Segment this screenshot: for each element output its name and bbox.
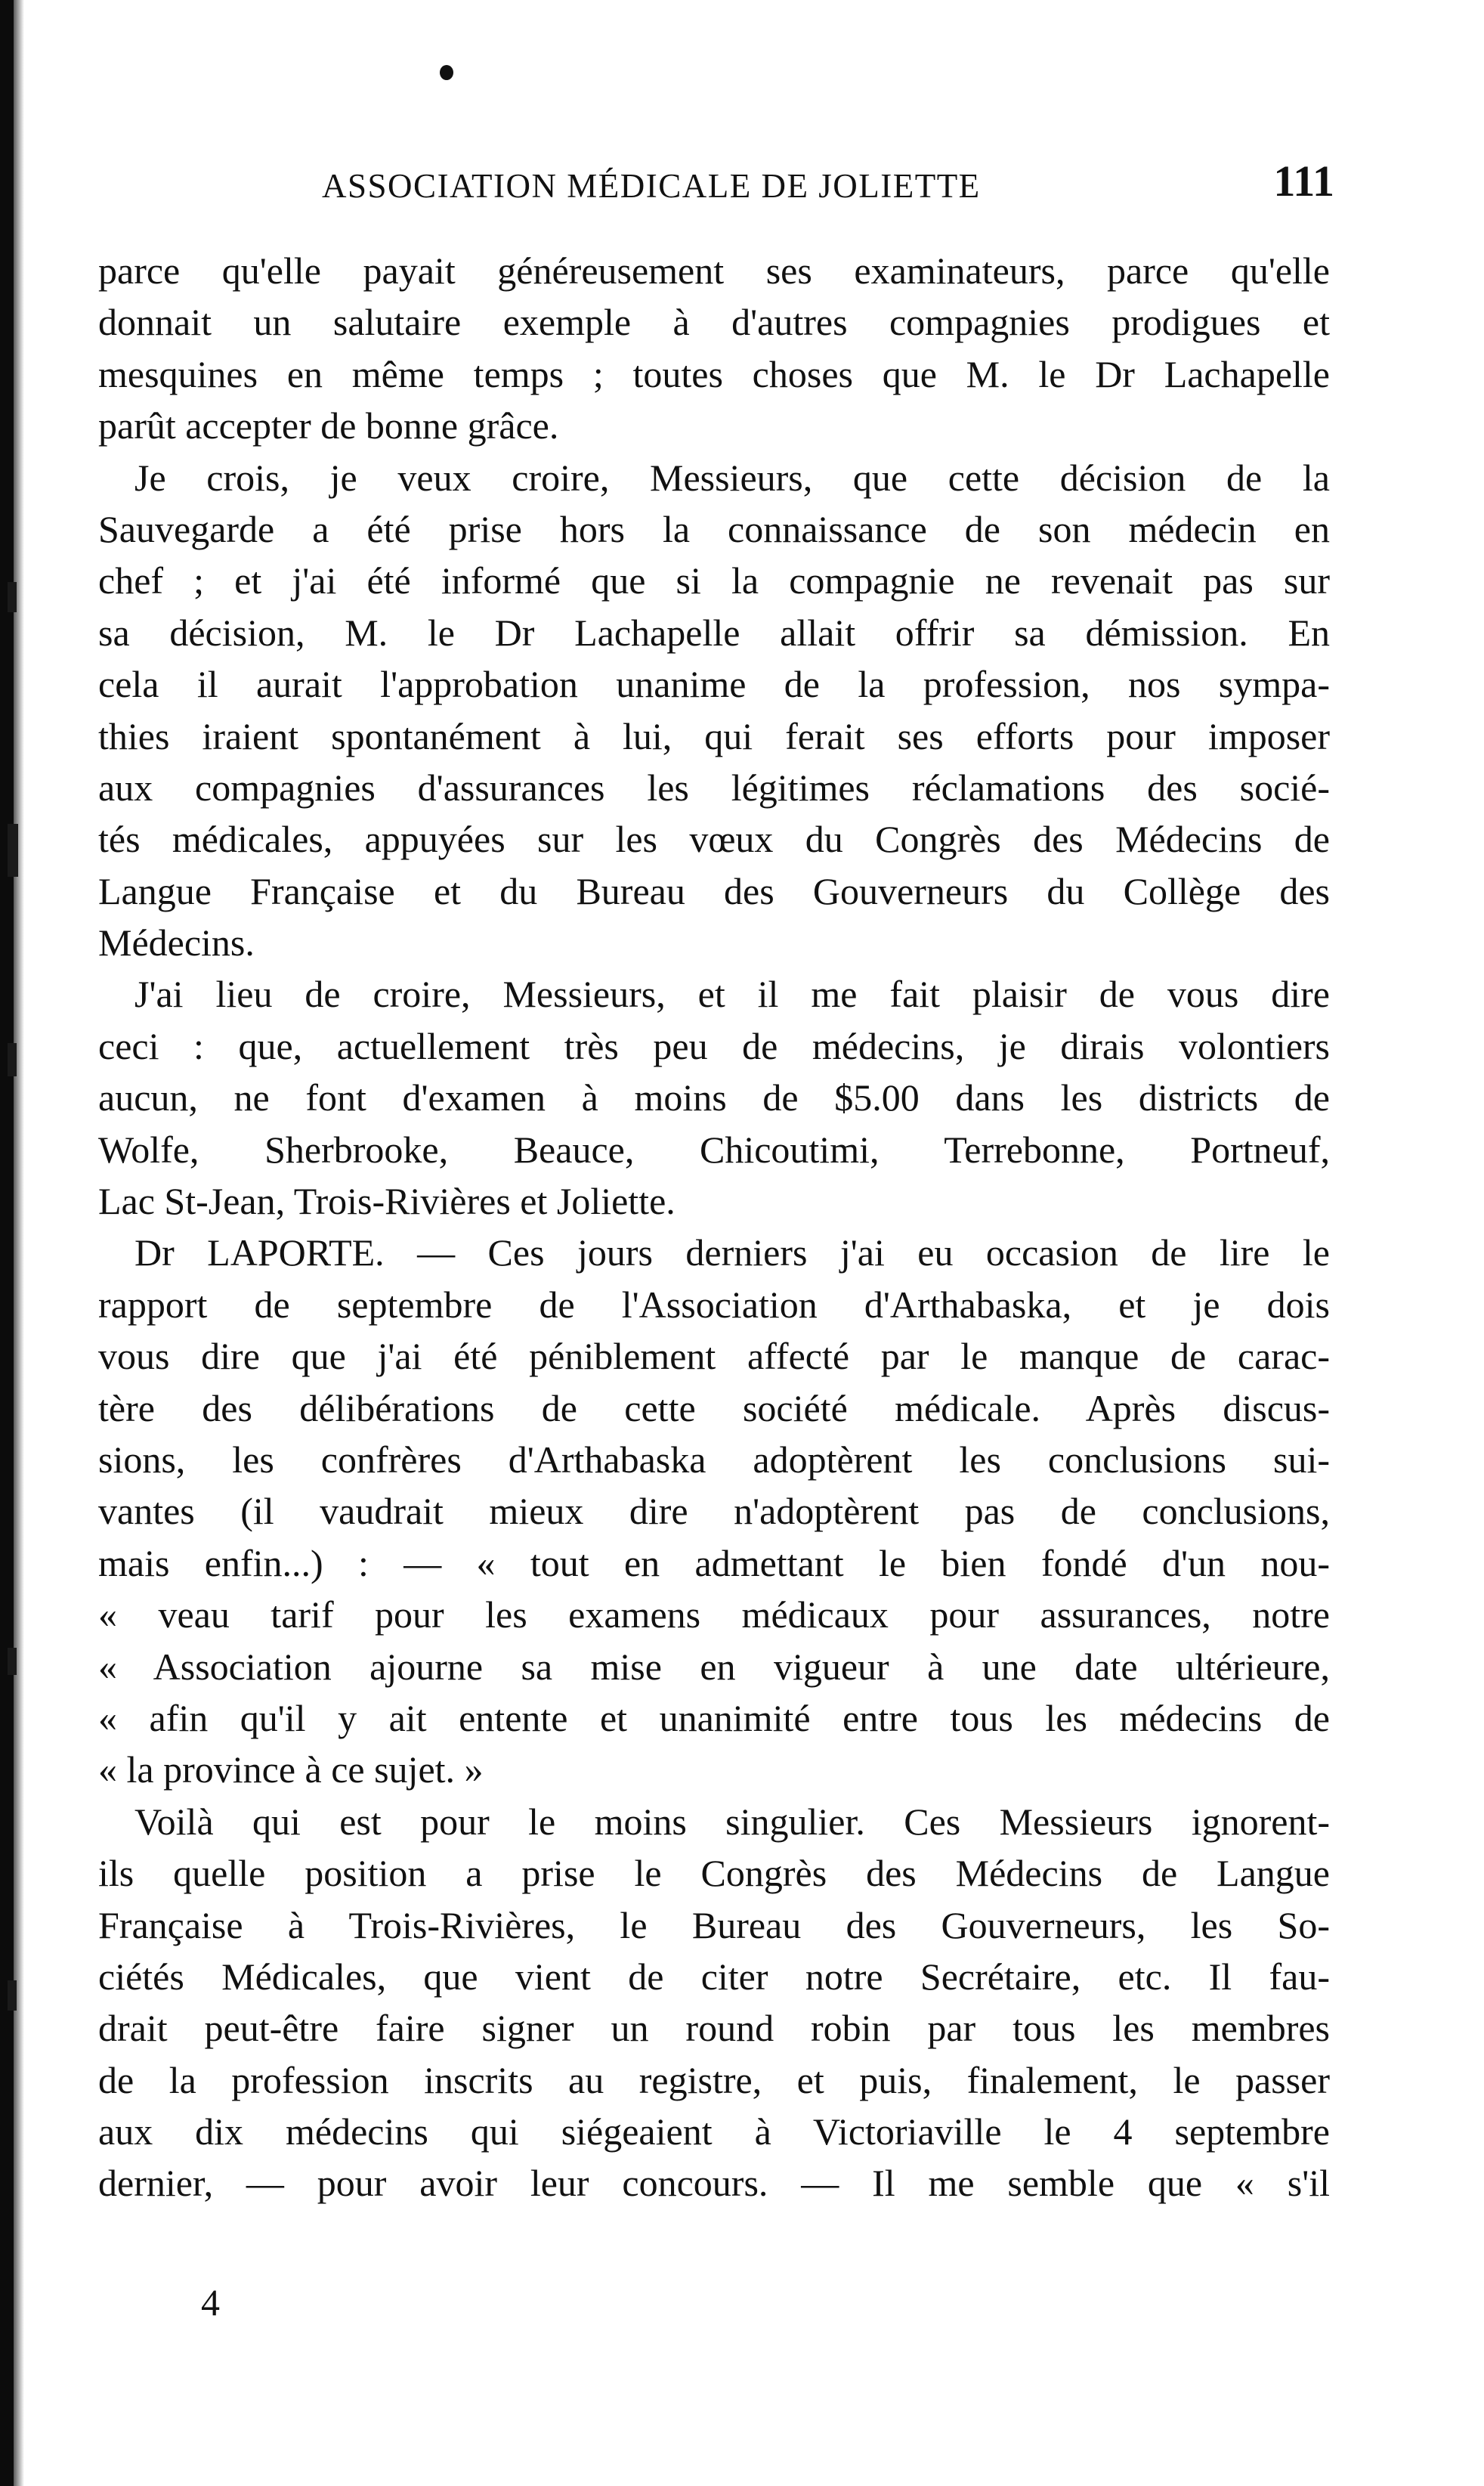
text-line: mais enfin...) : — « tout en admettant le bien fondé d'un nou- (98, 1541, 1330, 1584)
signature-mark: 4 (201, 2281, 220, 2323)
text-line: Je crois, je veux croire, Messieurs, que cette décision de la (134, 456, 1330, 499)
text-line: Sauvegarde a été prise hors la connaissance de son médecin en (98, 507, 1330, 550)
text-line: parût accepter de bonne grâce. (98, 404, 559, 447)
text-line: Lac St-Jean, Trois-Rivières et Joliette. (98, 1180, 676, 1223)
text-line: dernier, — pour avoir leur concours. — Il me semble que « s'il (98, 2162, 1330, 2205)
text-line: drait peut-être faire signer un round robin par tous les membres (98, 2007, 1330, 2050)
text-line: parce qu'elle payait généreusement ses examinateurs, parce qu'elle (98, 249, 1330, 292)
text-line: aux dix médecins qui siégeaient à Victoriaville le 4 septembre (98, 2110, 1330, 2153)
running-title: ASSOCIATION MÉDICALE DE JOLIETTE (322, 167, 981, 205)
body-text (98, 245, 1330, 2209)
text-line: ils quelle position a prise le Congrès des Médecins de Langue (98, 1852, 1330, 1895)
running-head (322, 156, 1334, 209)
text-line: tés médicales, appuyées sur les vœux du Congrès des Médecins de (98, 818, 1330, 861)
ink-dot (440, 65, 453, 80)
text-line: aucun, ne font d'examen à moins de $5.00 dans les districts de (98, 1076, 1330, 1119)
text-line: cela il aurait l'approbation unanime de la profession, nos sympa- (98, 663, 1330, 706)
page-number: 111 (1273, 156, 1334, 206)
text-line: J'ai lieu de croire, Messieurs, et il me fait plaisir de vous dire (134, 973, 1330, 1016)
text-line: tère des délibérations de cette société médicale. Après discus- (98, 1386, 1330, 1429)
binding-edge (0, 0, 14, 2486)
binding-mark (8, 582, 17, 612)
binding-mark (8, 1648, 17, 1675)
text-line: vantes (il vaudrait mieux dire n'adoptèrent pas de conclusions, (98, 1490, 1330, 1533)
text-line: Wolfe, Sherbrooke, Beauce, Chicoutimi, Terrebonne, Portneuf, (98, 1128, 1330, 1171)
text-line: Dr LAPORTE. — Ces jours derniers j'ai eu occasion de lire le (134, 1231, 1330, 1274)
text-line: Voilà qui est pour le moins singulier. Ces Messieurs ignorent- (134, 1800, 1330, 1843)
text-line: Langue Française et du Bureau des Gouverneurs du Collège des (98, 869, 1330, 912)
text-line: sa décision, M. le Dr Lachapelle allait offrir sa démission. En (98, 611, 1330, 654)
text-line: ciétés Médicales, que vient de citer notre Secrétaire, etc. Il fau- (98, 1955, 1330, 1998)
text-line: « veau tarif pour les examens médicaux pour assurances, notre (98, 1593, 1330, 1636)
text-line: sions, les confrères d'Arthabaska adoptèrent les conclusions sui- (98, 1438, 1330, 1481)
binding-mark (8, 1980, 17, 2011)
text-line: « Association ajourne sa mise en vigueur à une date ultérieure, (98, 1645, 1330, 1688)
text-line: chef ; et j'ai été informé que si la compagnie ne revenait pas sur (98, 559, 1330, 602)
text-line: aux compagnies d'assurances les légitimes réclamations des socié- (98, 766, 1330, 809)
text-line: de la profession inscrits au registre, et puis, finalement, le passer (98, 2058, 1330, 2101)
text-line: donnait un salutaire exemple à d'autres compagnies prodigues et (98, 301, 1330, 344)
binding-mark (8, 1043, 17, 1076)
text-line: vous dire que j'ai été péniblement affecté par le manque de carac- (98, 1335, 1330, 1378)
text-line: rapport de septembre de l'Association d'Arthabaska, et je dois (98, 1283, 1330, 1326)
text-line: thies iraient spontanément à lui, qui ferait ses efforts pour imposer (98, 714, 1330, 757)
text-line: Française à Trois-Rivières, le Bureau des Gouverneurs, les So- (98, 1903, 1330, 1946)
text-line: mesquines en même temps ; toutes choses que M. le Dr Lachapelle (98, 352, 1330, 395)
text-line: « la province à ce sujet. » (98, 1748, 484, 1791)
text-line: « afin qu'il y ait entente et unanimité entre tous les médecins de (98, 1696, 1330, 1739)
text-line: ceci : que, actuellement très peu de médecins, je dirais volontiers (98, 1024, 1330, 1067)
binding-shadow (14, 0, 24, 2486)
binding-mark (8, 824, 18, 877)
text-line: Médecins. (98, 921, 255, 964)
